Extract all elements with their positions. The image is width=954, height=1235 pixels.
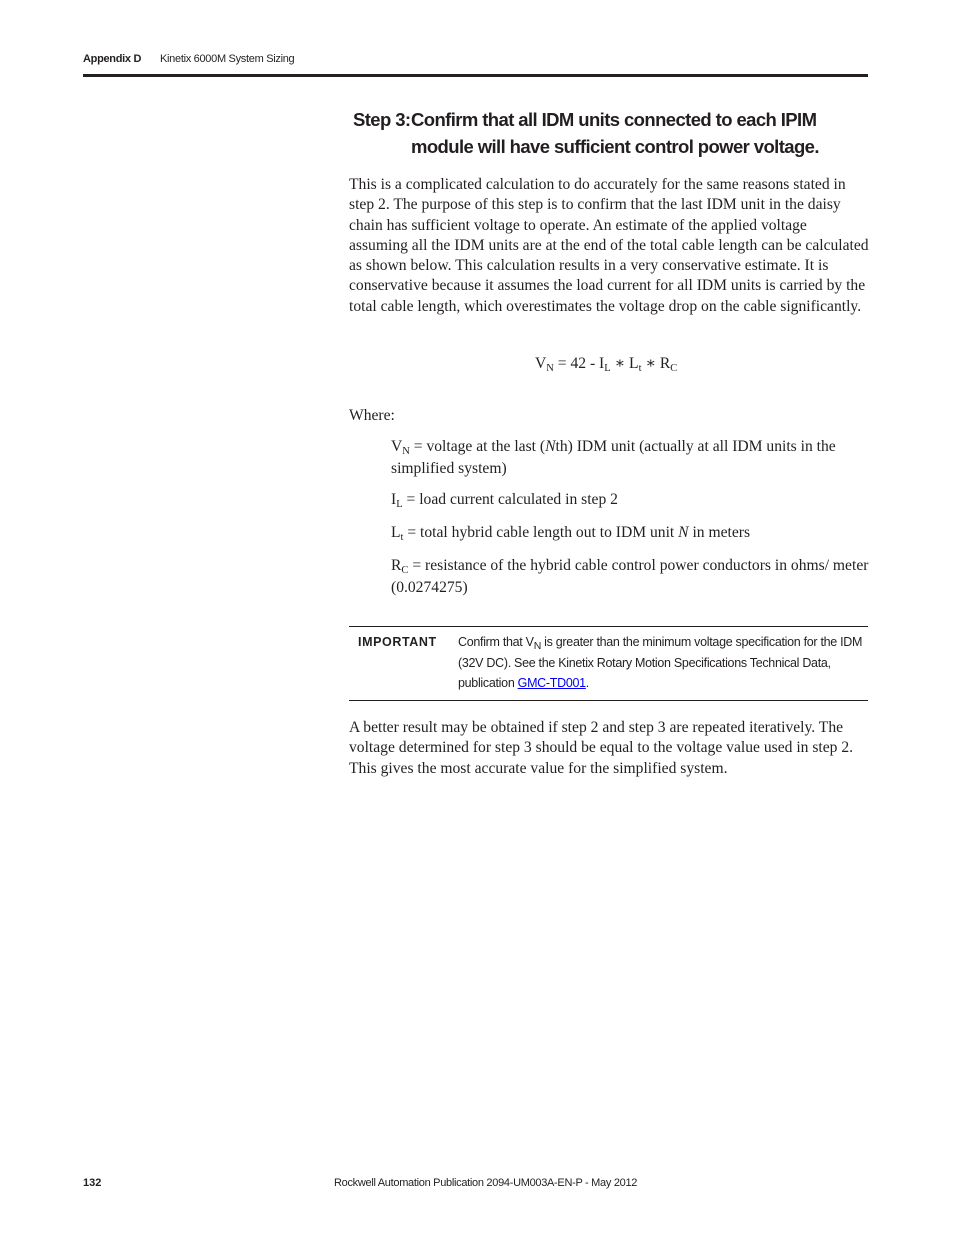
def-symbol: R	[391, 557, 402, 574]
where-label: Where:	[349, 407, 395, 424]
def-sub: N	[402, 446, 410, 457]
step-title: Confirm that all IDM units connected to each IPIM module will have sufficient control power voltage.	[411, 109, 819, 157]
formula-v-sub: N	[546, 363, 554, 374]
def-italic: N	[545, 438, 556, 455]
header-divider	[83, 74, 868, 77]
formula-i-sub: L	[604, 363, 611, 374]
def-sub: t	[400, 532, 404, 543]
appendix-label: Appendix D	[83, 53, 142, 65]
important-text	[458, 632, 870, 694]
def-sub: L	[396, 499, 403, 510]
formula-l-sub: t	[638, 363, 642, 374]
important-sub: N	[533, 640, 541, 652]
publication-link[interactable]: GMC-TD001	[517, 676, 586, 690]
def-text: th) IDM unit (actually at all IDM units in the simplified system)	[391, 438, 836, 477]
formula-eq: = 42 - I	[553, 355, 605, 372]
page-number: 132	[83, 1177, 102, 1189]
def-symbol: V	[391, 438, 403, 455]
def-italic: N	[678, 524, 689, 541]
voltage-formula	[535, 354, 677, 373]
formula-r-sub: C	[670, 363, 678, 374]
def-text: in meters	[688, 524, 751, 541]
def-text: = total hybrid cable length out to IDM unit	[403, 524, 679, 541]
def-text: = resistance of the hybrid cable control power conductors in ohms/ meter (0.0274275)	[391, 557, 869, 596]
closing-paragraph: A better result may be obtained if step 2 and step 3 are repeated iteratively. The voltage determined for step 3 should be equal to the voltage value used in step 2. This gives the most accurate value for the simplified system.	[349, 719, 854, 777]
important-note	[349, 626, 868, 701]
step-number: Step 3:	[353, 109, 411, 130]
formula-times-l: ∗ L	[610, 355, 639, 372]
important-text-part: .	[585, 676, 589, 690]
def-sub: C	[401, 565, 409, 576]
def-text: = voltage at the last (	[409, 438, 546, 455]
definition-il	[391, 489, 869, 511]
formula-v: V	[535, 355, 547, 372]
important-text-part: Confirm that V	[458, 635, 534, 649]
important-text-part: is greater than the minimum voltage specification for the IDM (32V DC). See the Kinetix Rotary Motion Specifications Technical Data, publication	[458, 635, 863, 690]
intro-paragraph: This is a complicated calculation to do accurately for the same reasons stated in step 2. The purpose of this step is to confirm that the last IDM unit in the daisy chain has sufficient voltage to operate. An estimate of the applied voltage assuming all the IDM units are at the end of the total cable length can be calculated as shown below. This calculation results in a very conservative estimate. It is conservative because it assumes the load current for all IDM units is carried by the total cable length, which overestimates the voltage drop on the cable significantly.	[349, 176, 869, 315]
definition-vn	[391, 436, 869, 480]
formula-times-r: ∗ R	[641, 355, 671, 372]
def-symbol: L	[391, 524, 401, 541]
publication-footer: Rockwell Automation Publication 2094-UM003A-EN-P - May 2012	[334, 1177, 638, 1189]
def-text: = load current calculated in step 2	[402, 491, 618, 508]
def-symbol: I	[391, 491, 397, 508]
definition-rc	[391, 555, 869, 599]
section-title: Kinetix 6000M System Sizing	[160, 53, 295, 65]
definition-lt	[391, 522, 869, 544]
important-label: IMPORTANT	[358, 635, 437, 649]
